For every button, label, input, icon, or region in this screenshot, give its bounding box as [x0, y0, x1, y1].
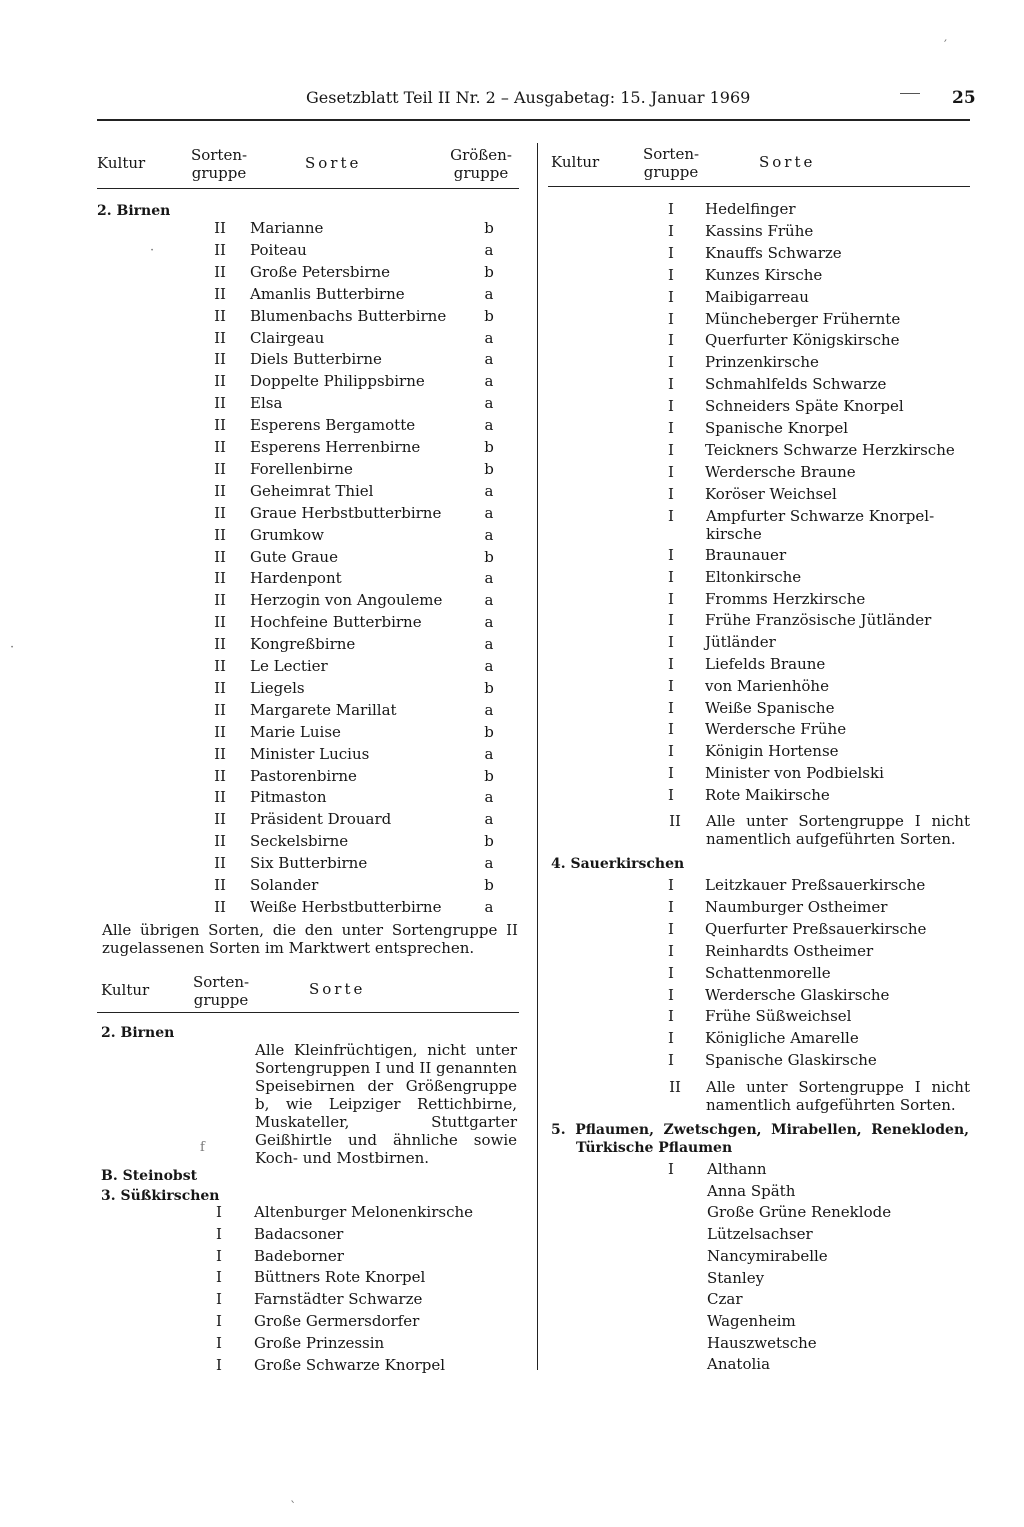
- item-name: Koröser Weichsel: [705, 484, 837, 503]
- item-group: I: [668, 375, 674, 394]
- item-name: Leitzkauer Preßsauerkirsche: [705, 876, 926, 894]
- section-birnen-2: 2. Birnen: [101, 1025, 175, 1041]
- item-size: a: [484, 854, 494, 873]
- header-rule: [97, 119, 970, 121]
- item-group: II: [214, 372, 226, 391]
- left-header-rule: [97, 188, 519, 189]
- item-group: I: [668, 1029, 674, 1048]
- item-group: II: [214, 657, 226, 675]
- item-size: b: [484, 766, 494, 785]
- section-pflaumen-line1: 5. Pflaumen, Zwetschgen, Mirabellen, Renekloden,: [551, 1122, 969, 1138]
- item-size: b: [484, 459, 494, 478]
- item-group: I: [216, 1268, 222, 1287]
- item-name: Badacsoner: [254, 1224, 344, 1243]
- item-group: II: [214, 240, 226, 259]
- section-pflaumen-line2: Türkische Pflaumen: [576, 1140, 733, 1156]
- item-name: Präsident Drouard: [250, 810, 392, 829]
- ampfurter-line2: kirsche: [706, 525, 762, 543]
- sauer-group2-text: Alle unter Sortengruppe I nicht namentlich aufgeführten Sorten.: [706, 1078, 970, 1114]
- item-name: Althann: [707, 1160, 767, 1178]
- item-group: II: [214, 788, 226, 807]
- item-name: Fromms Herzkirsche: [705, 589, 866, 608]
- item-group: II: [214, 635, 226, 654]
- item-group: II: [214, 810, 226, 829]
- item-name: Frühe Süßweichsel: [705, 1007, 852, 1026]
- column-divider: [537, 143, 538, 1370]
- col-header-kultur-right: Kultur: [551, 153, 600, 171]
- item-name: Geheimrat Thiel: [250, 481, 374, 500]
- item-name: Poiteau: [250, 240, 307, 259]
- item-group: I: [668, 419, 674, 437]
- item-name: Prinzenkirsche: [705, 353, 819, 372]
- ampfurter-line1: Ampfurter Schwarze Knorpel-: [706, 507, 935, 525]
- item-name: Clairgeau: [250, 328, 325, 347]
- item-group: I: [668, 897, 674, 916]
- item-name: Pitmaston: [250, 788, 327, 807]
- item-name: Büttners Rote Knorpel: [254, 1268, 426, 1287]
- scan-mark: ·: [10, 640, 15, 655]
- item-size: b: [484, 438, 494, 456]
- item-group: II: [214, 525, 226, 544]
- section-birnen: 2. Birnen: [97, 203, 171, 219]
- item-name: Teickners Schwarze Herzkirsche: [705, 440, 955, 459]
- item-group: I: [668, 611, 674, 630]
- item-name: Naumburger Ostheimer: [705, 897, 888, 916]
- item-name: Six Butterbirne: [250, 854, 368, 873]
- item-name: Gute Graue: [250, 547, 338, 566]
- item-size: a: [484, 350, 494, 369]
- item-group: I: [668, 265, 674, 284]
- item-name: Weiße Herbstbutterbirne: [250, 897, 442, 916]
- item-group: I: [216, 1290, 222, 1309]
- item-group: I: [668, 287, 674, 306]
- item-name: Esperens Herrenbirne: [250, 438, 421, 456]
- col-header-kultur-2: Kultur: [101, 981, 150, 999]
- item-group: I: [668, 698, 674, 717]
- item-group: I: [216, 1333, 222, 1352]
- item-name: Le Lectier: [250, 657, 328, 675]
- item-name: Wagenheim: [707, 1311, 796, 1330]
- item-group: I: [668, 546, 674, 564]
- item-name: Doppelte Philippsbirne: [250, 372, 425, 391]
- item-name: Frühe Französische Jütländer: [705, 611, 932, 630]
- item-group: I: [216, 1355, 222, 1374]
- item-group: II: [214, 459, 226, 478]
- item-name: Kassins Frühe: [705, 221, 814, 240]
- scan-mark: `: [290, 1500, 297, 1515]
- item-name: Große Petersbirne: [250, 262, 391, 281]
- section-suesskirschen: 3. Süßkirschen: [101, 1188, 220, 1204]
- ampfurter-name: [706, 507, 970, 543]
- item-group: II: [214, 306, 226, 325]
- item-name: Große Schwarze Knorpel: [254, 1355, 446, 1374]
- item-name: Große Prinzessin: [254, 1333, 385, 1352]
- item-size: a: [484, 328, 494, 347]
- item-group: I: [668, 985, 674, 1004]
- item-name: Maibigarreau: [705, 287, 809, 306]
- header-dash: [900, 93, 920, 94]
- item-size: a: [484, 657, 494, 675]
- item-size: a: [484, 416, 494, 435]
- item-name: Spanische Glaskirsche: [705, 1051, 877, 1070]
- scan-mark: ·: [150, 243, 155, 258]
- item-name: Anna Späth: [707, 1181, 796, 1200]
- item-group: I: [216, 1224, 222, 1243]
- item-name: Knauffs Schwarze: [705, 243, 842, 262]
- item-group: II: [214, 744, 226, 763]
- item-group: II: [214, 547, 226, 566]
- item-group: I: [668, 484, 674, 503]
- item-group: II: [214, 284, 226, 303]
- item-size: a: [484, 284, 494, 303]
- item-group: II: [214, 481, 226, 500]
- scan-mark: f: [200, 1140, 205, 1155]
- item-name: Müncheberger Frühernte: [705, 309, 901, 328]
- item-name: Querfurter Preßsauerkirsche: [705, 919, 927, 938]
- item-size: a: [484, 700, 494, 719]
- item-name: Schneiders Späte Knorpel: [705, 397, 904, 416]
- item-name: Werdersche Braune: [705, 462, 856, 481]
- item-group: I: [668, 655, 674, 673]
- item-name: Diels Butterbirne: [250, 350, 382, 369]
- item-group: I: [668, 720, 674, 739]
- item-group: I: [668, 221, 674, 240]
- item-name: Stanley: [707, 1268, 765, 1287]
- item-group: II: [214, 569, 226, 588]
- page-header-title: Gesetzblatt Teil II Nr. 2 – Ausgabetag: 15. Januar 1969: [306, 88, 751, 107]
- item-size: b: [484, 262, 494, 281]
- item-group: II: [214, 438, 226, 456]
- item-size: b: [484, 722, 494, 741]
- item-size: a: [484, 613, 494, 632]
- item-group: II: [214, 876, 226, 894]
- item-name: Werdersche Frühe: [705, 720, 847, 739]
- item-group: II: [669, 1078, 681, 1096]
- item-group: I: [668, 309, 674, 328]
- item-name: Esperens Bergamotte: [250, 416, 416, 435]
- item-group: I: [668, 462, 674, 481]
- item-size: b: [484, 678, 494, 697]
- item-group: I: [216, 1312, 222, 1330]
- item-name: Hedelfinger: [705, 200, 796, 218]
- item-size: a: [484, 810, 494, 829]
- item-name: Elsa: [250, 394, 283, 413]
- item-size: a: [484, 744, 494, 763]
- item-name: Solander: [250, 876, 319, 894]
- item-name: Pastorenbirne: [250, 766, 357, 785]
- item-name: Minister Lucius: [250, 744, 370, 763]
- item-size: a: [484, 481, 494, 500]
- item-group: II: [214, 897, 226, 916]
- item-group: I: [668, 243, 674, 262]
- item-name: Liefelds Braune: [705, 655, 826, 673]
- item-group: II: [214, 350, 226, 369]
- right-header-rule: [548, 186, 970, 187]
- item-name: Liegels: [250, 678, 305, 697]
- item-name: Marianne: [250, 219, 324, 237]
- item-group: I: [668, 941, 674, 960]
- item-group: I: [668, 440, 674, 459]
- item-name: Grumkow: [250, 525, 324, 544]
- item-group: II: [214, 678, 226, 697]
- item-group: I: [668, 919, 674, 938]
- page-number: 25: [952, 88, 976, 108]
- item-name: Königliche Amarelle: [705, 1029, 859, 1048]
- item-name: Rote Maikirsche: [705, 785, 830, 804]
- item-name: Hauszwetsche: [707, 1333, 817, 1352]
- item-name: Altenburger Melonenkirsche: [254, 1203, 474, 1221]
- item-size: b: [484, 306, 494, 325]
- item-size: a: [484, 569, 494, 588]
- suess-group2-text: Alle unter Sortengruppe I nicht namentlich aufgeführten Sorten.: [706, 812, 970, 848]
- item-group: I: [668, 331, 674, 350]
- item-group: II: [214, 613, 226, 632]
- item-name: Czar: [707, 1290, 743, 1309]
- col-header-sorte-right: Sorte: [759, 153, 816, 171]
- item-group: I: [668, 785, 674, 804]
- item-group: I: [216, 1203, 222, 1221]
- item-size: a: [484, 503, 494, 522]
- item-name: Schattenmorelle: [705, 963, 831, 982]
- item-group: I: [668, 764, 674, 782]
- item-name: Lützelsachser: [707, 1225, 813, 1244]
- item-group: I: [668, 963, 674, 982]
- item-name: Graue Herbstbutterbirne: [250, 503, 442, 522]
- item-group: II: [214, 766, 226, 785]
- item-group: II: [214, 854, 226, 873]
- item-group: I: [668, 200, 674, 218]
- col-header-kultur: Kultur: [97, 154, 146, 172]
- item-size: a: [484, 525, 494, 544]
- scan-mark: ′: [944, 38, 947, 53]
- item-name: Reinhardts Ostheimer: [705, 941, 874, 960]
- item-name: Herzogin von Angouleme: [250, 591, 443, 610]
- item-name: Königin Hortense: [705, 742, 839, 761]
- item-group: II: [669, 812, 681, 830]
- item-size: a: [484, 372, 494, 391]
- item-name: Große Grüne Reneklode: [707, 1203, 892, 1222]
- left-header-rule-2: [97, 1012, 519, 1013]
- item-name: Seckelsbirne: [250, 832, 349, 851]
- item-group: I: [668, 633, 674, 652]
- item-group: II: [214, 591, 226, 610]
- item-group: I: [668, 1160, 674, 1178]
- item-group: II: [214, 722, 226, 741]
- item-group: II: [214, 416, 226, 435]
- item-group: II: [214, 503, 226, 522]
- item-name: Querfurter Königskirsche: [705, 331, 900, 350]
- item-group: I: [668, 1051, 674, 1070]
- item-name: Jütländer: [705, 633, 776, 652]
- col-header-sortengruppe-right: Sorten- gruppe: [642, 145, 700, 181]
- item-name: von Marienhöhe: [705, 676, 829, 695]
- item-size: a: [484, 635, 494, 654]
- item-name: Amanlis Butterbirne: [250, 284, 405, 303]
- col-header-groessengruppe: Größen- gruppe: [450, 146, 512, 182]
- item-group: I: [216, 1246, 222, 1265]
- item-name: Farnstädter Schwarze: [254, 1290, 423, 1309]
- item-name: Kongreßbirne: [250, 635, 356, 654]
- item-size: a: [484, 240, 494, 259]
- item-group: II: [214, 262, 226, 281]
- item-name: Badeborner: [254, 1246, 344, 1265]
- item-size: b: [484, 219, 494, 237]
- item-size: a: [484, 394, 494, 413]
- col-header-sortengruppe-2: Sorten- gruppe: [192, 973, 250, 1009]
- item-size: b: [484, 832, 494, 851]
- col-header-sorte-2: Sorte: [309, 980, 366, 998]
- item-size: a: [484, 788, 494, 807]
- item-group: I: [668, 567, 674, 586]
- item-size: b: [484, 547, 494, 566]
- item-name: Nancymirabelle: [707, 1246, 828, 1265]
- item-name: Kunzes Kirsche: [705, 265, 823, 284]
- item-group: II: [214, 328, 226, 347]
- item-name: Hardenpont: [250, 569, 342, 588]
- item-name: Marie Luise: [250, 722, 341, 741]
- item-group: I: [668, 876, 674, 894]
- birnen-remaining-note: Alle übrigen Sorten, die den unter Sortengruppe II zugelassenen Sorten im Marktwert entsprechen.: [102, 921, 518, 957]
- item-group: II: [214, 394, 226, 413]
- item-group: I: [668, 353, 674, 372]
- item-group: I: [668, 507, 674, 525]
- item-group: I: [668, 742, 674, 761]
- section-steinobst: B. Steinobst: [101, 1168, 198, 1184]
- item-size: a: [484, 591, 494, 610]
- item-size: a: [484, 897, 494, 916]
- item-name: Eltonkirsche: [705, 567, 802, 586]
- item-name: Hochfeine Butterbirne: [250, 613, 422, 632]
- item-group: II: [214, 219, 226, 237]
- item-name: Schmahlfelds Schwarze: [705, 375, 887, 394]
- birnen-group3-note: Alle Kleinfrüchtigen, nicht unter Sortengruppen I und II genannten Speisebirnen der Größengruppe b, wie Leipziger Rettichbirne, Muskateller, Stuttgarter Geißhirtle und ähnliche sowie Koch- und Mostbirnen.: [255, 1041, 517, 1167]
- col-header-sorte: Sorte: [305, 154, 362, 172]
- item-group: I: [668, 676, 674, 695]
- item-name: Margarete Marillat: [250, 700, 397, 719]
- item-name: Blumenbachs Butterbirne: [250, 306, 447, 325]
- item-name: Werdersche Glaskirsche: [705, 985, 890, 1004]
- item-size: b: [484, 876, 494, 894]
- item-group: I: [668, 397, 674, 416]
- item-name: Minister von Podbielski: [705, 764, 884, 782]
- item-name: Braunauer: [705, 546, 787, 564]
- item-group: II: [214, 832, 226, 851]
- item-name: Anatolia: [707, 1355, 771, 1374]
- item-name: Weiße Spanische: [705, 698, 835, 717]
- item-group: I: [668, 589, 674, 608]
- item-name: Große Germersdorfer: [254, 1312, 420, 1330]
- item-name: Forellenbirne: [250, 459, 353, 478]
- item-group: I: [668, 1007, 674, 1026]
- item-name: Spanische Knorpel: [705, 419, 849, 437]
- section-sauerkirschen: 4. Sauerkirschen: [551, 856, 685, 872]
- col-header-sortengruppe: Sorten- gruppe: [190, 146, 248, 182]
- item-group: II: [214, 700, 226, 719]
